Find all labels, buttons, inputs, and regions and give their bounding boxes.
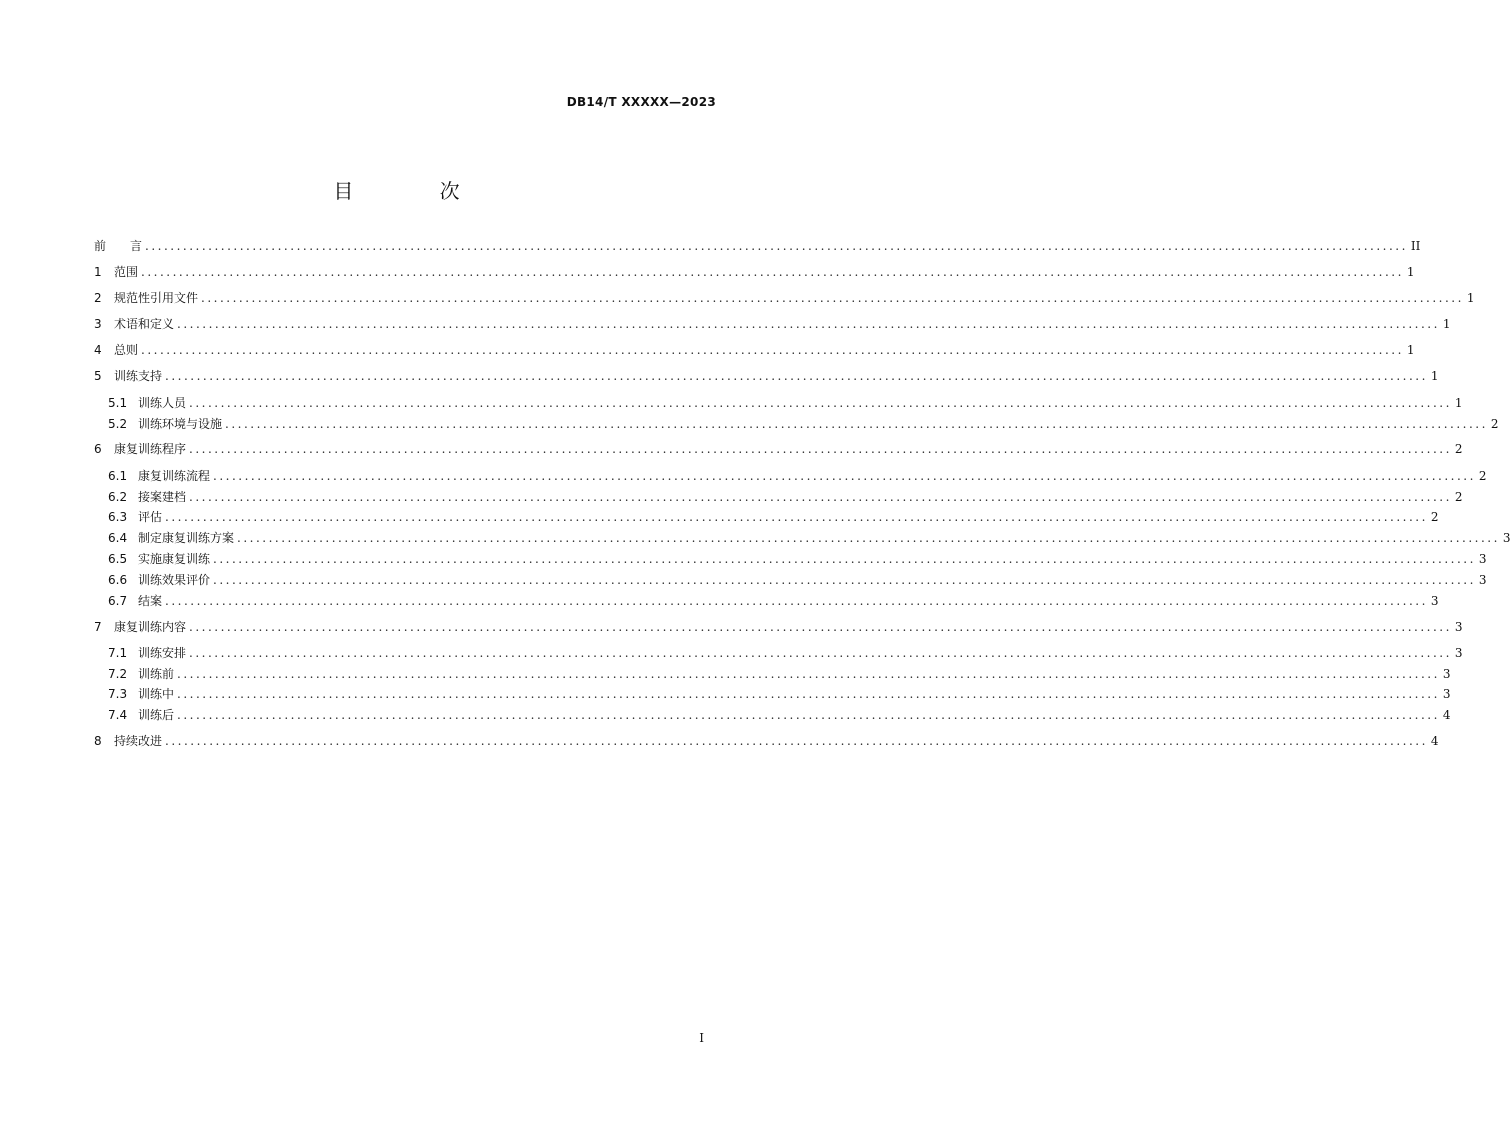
toc-entry-text: 训练安排: [138, 646, 187, 660]
toc-entry-page: 2: [1454, 442, 1463, 456]
toc-entry-page: 1: [1406, 265, 1415, 279]
toc-entry-page: 1: [1442, 317, 1451, 331]
toc-entry-label: [108, 394, 186, 411]
toc-entry-page: 3: [1502, 531, 1511, 545]
toc-entry[interactable]: [108, 592, 1439, 613]
toc-entry-text: 训练前: [138, 667, 175, 681]
toc-entry-label: [108, 644, 186, 661]
toc-entry-number: 3: [94, 317, 102, 331]
toc-entry-page: 1: [1454, 396, 1463, 410]
toc-entry-text: 训练人员: [138, 396, 187, 410]
toc-entry[interactable]: [108, 665, 1451, 686]
toc-leader-dots: ........................................................................................................................................................................................................: [145, 239, 1408, 253]
toc-entry-text: 康复训练内容: [114, 620, 187, 634]
toc-entry-text: 训练环境与设施: [138, 417, 223, 431]
toc-entry-number: 5: [94, 369, 102, 383]
toc-entry-label: [108, 571, 210, 588]
toc-entry-number: 7.1: [108, 646, 128, 660]
toc-entry-text: 规范性引用文件: [114, 291, 199, 305]
toc-entry-label: [94, 618, 186, 635]
toc-entry-page: 2: [1454, 490, 1463, 504]
toc-entry-page: 3: [1478, 552, 1487, 566]
toc-leader-dots: ........................................................................................................................................................................................................: [141, 265, 1404, 279]
toc-entry-label: [108, 550, 210, 567]
toc-entry-text: 康复训练程序: [114, 442, 187, 456]
toc-entry-page: 2: [1490, 417, 1499, 431]
toc-entry-text: 训练支持: [114, 369, 163, 383]
toc-leader-dots: ........................................................................................................................................................................................................: [177, 667, 1440, 681]
toc-leader-dots: ........................................................................................................................................................................................................: [237, 531, 1500, 545]
toc-entry-number: 6.3: [108, 510, 128, 524]
toc-entry-label: [108, 665, 174, 682]
toc-entry-number: 7.3: [108, 687, 128, 701]
toc-entry[interactable]: [94, 440, 1463, 461]
toc-entry-label: [94, 315, 174, 332]
toc-entry-number: 7: [94, 620, 102, 634]
toc-entry-label: [94, 367, 162, 384]
toc-entry-number: 6.5: [108, 552, 128, 566]
toc-entry[interactable]: [108, 508, 1439, 529]
toc-entry-page: 2: [1478, 469, 1487, 483]
toc-entry[interactable]: [94, 341, 1415, 362]
toc-leader-dots: ........................................................................................................................................................................................................: [177, 708, 1440, 722]
toc-entry-number: 2: [94, 291, 102, 305]
toc-entry-number: 6.6: [108, 573, 128, 587]
toc-entry-page: 3: [1442, 687, 1451, 701]
toc-leader-dots: ........................................................................................................................................................................................................: [189, 620, 1452, 634]
toc-entry[interactable]: [108, 415, 1499, 436]
toc-entry-text: 康复训练流程: [138, 469, 211, 483]
toc-entry-label: [94, 732, 162, 749]
toc-leader-dots: ........................................................................................................................................................................................................: [165, 510, 1428, 524]
toc-entry-label: [94, 341, 138, 358]
toc-entry-page: 4: [1430, 734, 1439, 748]
toc-entry-label: [108, 592, 162, 609]
toc-entry-page: 3: [1454, 646, 1463, 660]
toc-entry-page: 1: [1406, 343, 1415, 357]
toc-entry-label: [108, 488, 186, 505]
toc-entry-number: 6.2: [108, 490, 128, 504]
toc-entry-number: 5.1: [108, 396, 128, 410]
toc-entry-page: 4: [1442, 708, 1451, 722]
toc-entry-label: [108, 706, 174, 723]
toc-entry-text: 训练中: [138, 687, 175, 701]
toc-entry[interactable]: [94, 289, 1475, 310]
toc-leader-dots: ........................................................................................................................................................................................................: [201, 291, 1464, 305]
toc-entry-number: 6.4: [108, 531, 128, 545]
toc-entry-page: II: [1410, 239, 1421, 253]
toc-leader-dots: ........................................................................................................................................................................................................: [213, 552, 1476, 566]
toc-entry-text: 术语和定义: [114, 317, 175, 331]
toc-entry-number: 4: [94, 343, 102, 357]
toc-leader-dots: ........................................................................................................................................................................................................: [189, 396, 1452, 410]
toc-entry[interactable]: [94, 263, 1415, 284]
toc-entry[interactable]: [108, 467, 1487, 488]
toc-leader-dots: ........................................................................................................................................................................................................: [189, 646, 1452, 660]
toc-entry-page: 2: [1430, 510, 1439, 524]
toc-leader-dots: ........................................................................................................................................................................................................: [165, 594, 1428, 608]
toc-entry[interactable]: [94, 315, 1451, 336]
toc-entry[interactable]: [108, 550, 1487, 571]
document-code: DB14/T XXXXX—2023: [566, 95, 716, 109]
toc-entry-number: 7.2: [108, 667, 128, 681]
toc-leader-dots: ........................................................................................................................................................................................................: [213, 469, 1476, 483]
toc-entry-label: [94, 440, 186, 457]
toc-entry-number: 1: [94, 265, 102, 279]
toc-entry[interactable]: [108, 394, 1463, 415]
toc-entry[interactable]: [94, 618, 1463, 639]
toc-entry-number: 7.4: [108, 708, 128, 722]
toc-leader-dots: ........................................................................................................................................................................................................: [177, 687, 1440, 701]
toc-entry[interactable]: [108, 706, 1451, 727]
toc-leader-dots: ........................................................................................................................................................................................................: [165, 369, 1428, 383]
toc-entry-text: 训练后: [138, 708, 175, 722]
toc-entry-text: 训练效果评价: [138, 573, 211, 587]
toc-entry[interactable]: [94, 237, 1421, 258]
toc-entry-text: 结案: [138, 594, 163, 608]
toc-entry-label: [108, 508, 162, 525]
toc-entry-label: [108, 467, 210, 484]
toc-entry-label: [94, 289, 198, 306]
toc-entry-text: 前 言: [94, 239, 143, 253]
toc-entry-number: 8: [94, 734, 102, 748]
page-number: I: [699, 1031, 704, 1045]
toc-entry[interactable]: [108, 488, 1463, 509]
toc-entry-label: [108, 529, 234, 546]
toc-entry-label: [108, 415, 222, 432]
toc-entry[interactable]: [108, 529, 1511, 550]
toc-entry-text: 接案建档: [138, 490, 187, 504]
toc-entry-text: 总则: [114, 343, 139, 357]
toc-leader-dots: ........................................................................................................................................................................................................: [189, 490, 1452, 504]
toc-entry[interactable]: [108, 571, 1487, 592]
toc-entry-page: 1: [1430, 369, 1439, 383]
toc-entry-text: 制定康复训练方案: [138, 531, 235, 545]
toc-entry-text: 评估: [138, 510, 163, 524]
toc-entry-text: 范围: [114, 265, 139, 279]
toc-entry-number: 5.2: [108, 417, 128, 431]
toc-entry-label: [94, 263, 138, 280]
toc-leader-dots: ........................................................................................................................................................................................................: [225, 417, 1488, 431]
toc-entry-page: 3: [1430, 594, 1439, 608]
toc-entry[interactable]: [108, 644, 1463, 665]
toc-entry-text: 持续改进: [114, 734, 163, 748]
page-title: 目 次: [333, 179, 500, 203]
toc-entry-page: 3: [1442, 667, 1451, 681]
toc-entry[interactable]: [108, 685, 1451, 706]
toc-entry[interactable]: [94, 367, 1439, 388]
toc-leader-dots: ........................................................................................................................................................................................................: [189, 442, 1452, 456]
toc-entry-number: 6.7: [108, 594, 128, 608]
toc-entry-number: 6: [94, 442, 102, 456]
toc-entry-label: [94, 237, 142, 254]
toc-leader-dots: ........................................................................................................................................................................................................: [165, 734, 1428, 748]
toc-entry[interactable]: [94, 732, 1439, 753]
toc-entry-text: 实施康复训练: [138, 552, 211, 566]
toc-entry-label: [108, 685, 174, 702]
toc-entry-page: 3: [1478, 573, 1487, 587]
toc-entry-page: 3: [1454, 620, 1463, 634]
toc-leader-dots: ........................................................................................................................................................................................................: [177, 317, 1440, 331]
toc-entry-number: 6.1: [108, 469, 128, 483]
toc-leader-dots: ........................................................................................................................................................................................................: [141, 343, 1404, 357]
toc-leader-dots: ........................................................................................................................................................................................................: [213, 573, 1476, 587]
toc-entry-page: 1: [1466, 291, 1475, 305]
